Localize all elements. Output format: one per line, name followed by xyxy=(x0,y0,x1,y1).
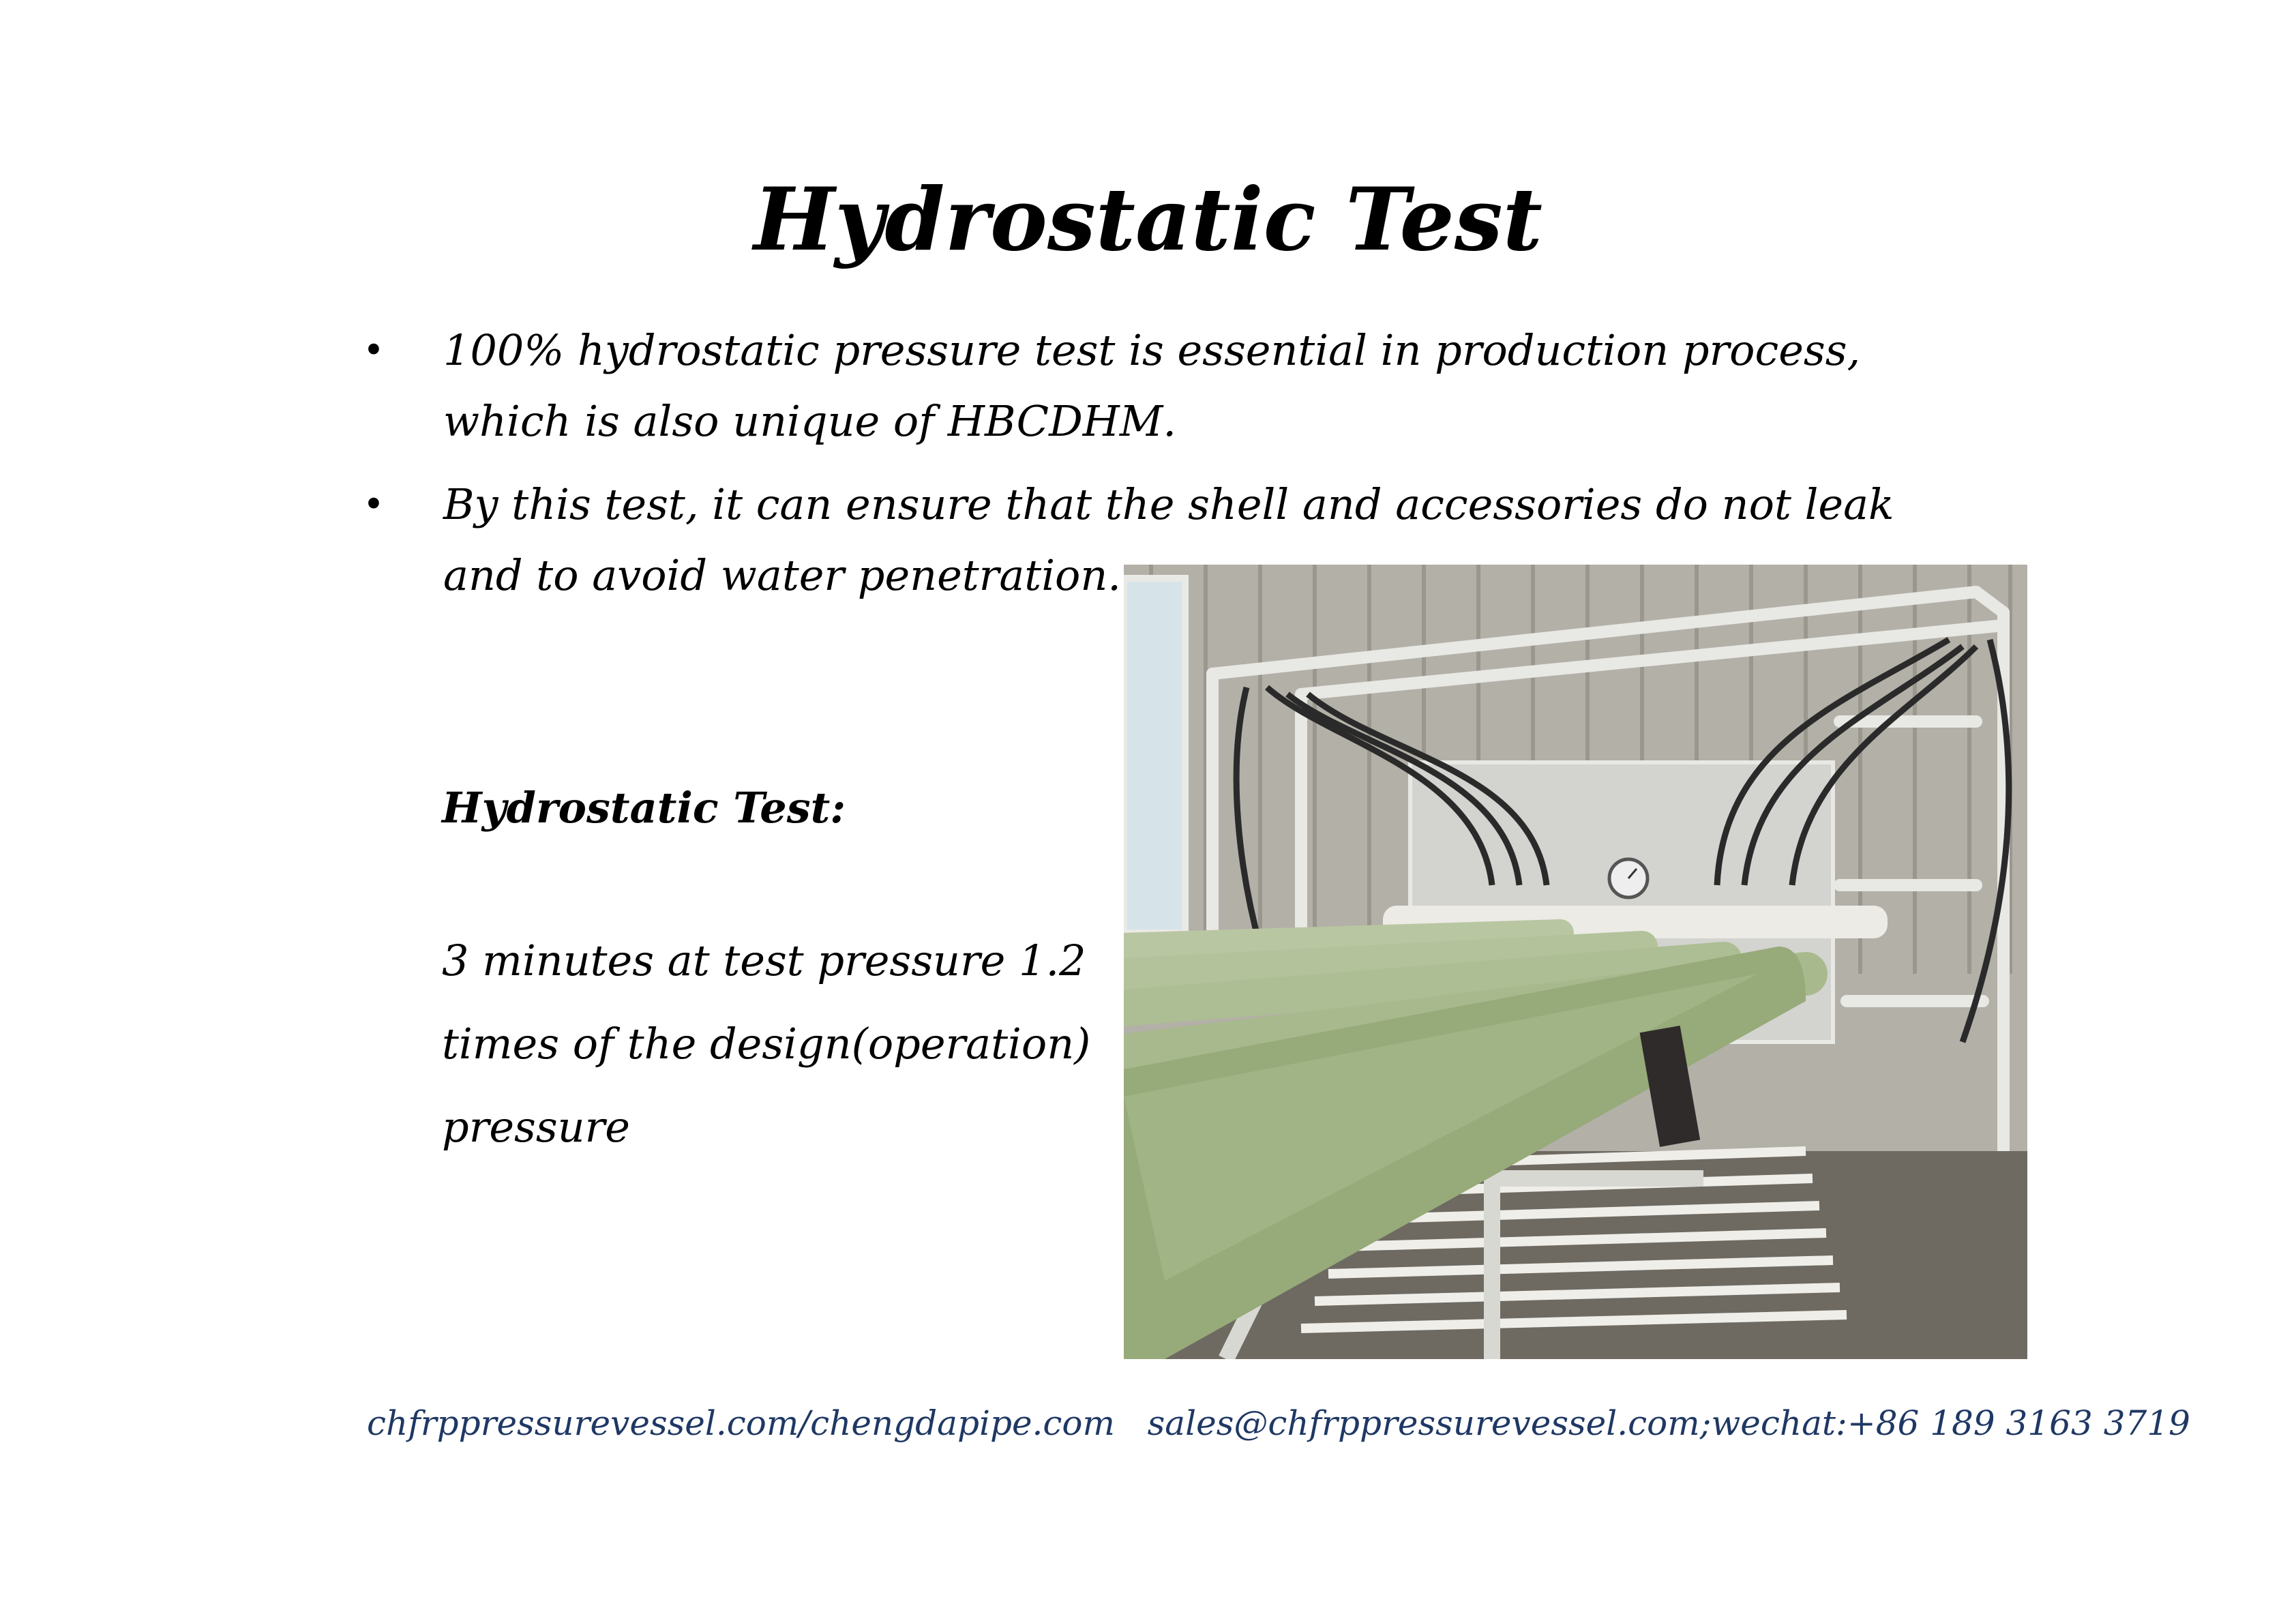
footer-contact xyxy=(367,1403,2190,1443)
bullet-marker: • xyxy=(363,329,385,372)
bullet-marker: • xyxy=(363,483,385,526)
spec-line: 3 minutes at test pressure 1.2 xyxy=(442,936,1086,985)
footer-websites[interactable]: chfrppressurevessel.com/chengdapipe.com xyxy=(367,1403,1115,1443)
bullet-text-line: which is also unique of HBCDHM. xyxy=(443,396,1177,446)
test-spec xyxy=(442,919,1124,1169)
spec-line: times of the design(operation) xyxy=(442,1019,1091,1069)
footer-email-wechat[interactable]: sales@chfrppressurevessel.com;wechat:+86 189 3163 3719 xyxy=(1147,1403,2190,1443)
slide-title: Hydrostatic Test xyxy=(754,169,1542,270)
test-rig-illustration xyxy=(1124,565,2027,1359)
hydrostatic-test-photo xyxy=(1124,565,2027,1359)
spec-line: pressure xyxy=(442,1102,630,1152)
bullet-text-line: and to avoid water penetration. xyxy=(443,550,1121,600)
bullet-text-line: 100% hydrostatic pressure test is essential in production process, xyxy=(443,325,1861,375)
test-subheading: Hydrostatic Test: xyxy=(442,783,846,833)
bullet-item xyxy=(361,315,1896,457)
bullet-text-line: By this test, it can ensure that the shell and accessories do not leak xyxy=(443,479,1894,529)
